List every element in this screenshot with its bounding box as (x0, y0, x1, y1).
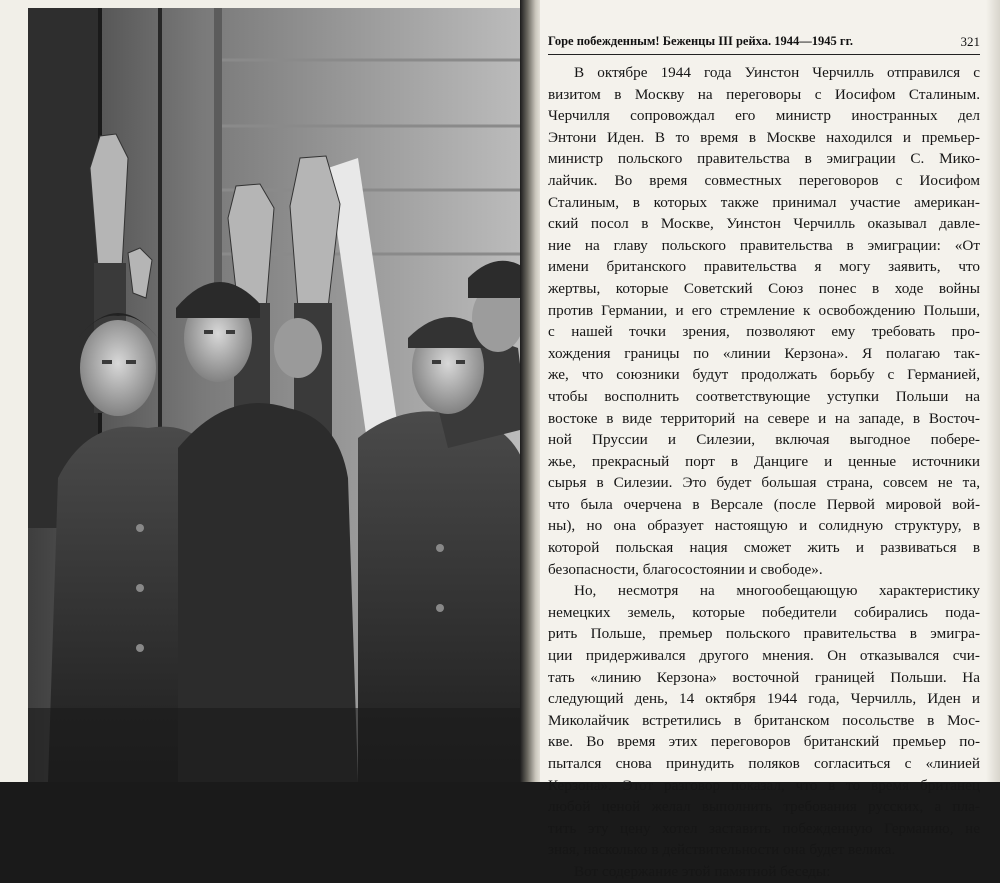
text-line: безопасности, благосостоянии и свободе». (548, 560, 823, 578)
text-line: Вот содержание этой памятной беседы: (574, 862, 831, 880)
text-line: любой ценой желал выполнить требования русских, а пла- (548, 798, 980, 816)
text-line: немецких земель, которые победители собирались пода- (548, 603, 980, 621)
text-line: против Германии, и его стремление к освобождению Польши, (548, 301, 980, 319)
text-line: пытался снова принудить поляков согласиться с «линией (548, 755, 980, 772)
text-line: зная, насколько в действительности она будет велика. (548, 841, 896, 859)
text-line: тить эту цену хотел заставить побежденную Германию, не (548, 819, 980, 837)
book-gutter (520, 0, 542, 782)
text-line: визитом в Москву на переговоры с Иосифом Сталиным. (548, 85, 980, 103)
text-line: кве. Во время этих переговоров британский премьер по- (548, 733, 980, 751)
text-line: тать «линию Керзона» восточной границей Польши. На (548, 668, 980, 686)
text-line: Но, несмотря на многообещающую характеристику (574, 582, 980, 600)
running-head (548, 34, 980, 55)
right-page (540, 0, 1000, 880)
photo-surrendering-soldiers-icon (28, 8, 528, 782)
photograph (28, 8, 528, 782)
text-line: Миколайчик встретились в британском посольстве в Мос- (548, 711, 980, 729)
body-text (548, 62, 980, 883)
text-line: чтобы восполнить соответствующие уступки Польши на (548, 387, 980, 405)
text-line: ние на главу польского правительства в эмиграции: «От (548, 236, 980, 254)
text-line: востоке в виде территорий на севере и на западе, в Восточ- (548, 409, 980, 427)
text-line: которой польская нация сможет жить и развиваться в (548, 539, 980, 557)
text-line: Энтони Иден. В то время в Москве находился и премьер- (548, 128, 980, 146)
text-line: следующий день, 14 октября 1944 года, Черчилль, Иден и (548, 690, 980, 708)
text-line: Керзона». Этот разговор показал, что в то время британец (548, 776, 980, 794)
text-line: сырья в Силезии. Это будет большая страна, совсем не та, (548, 474, 980, 492)
text-line: с нашей точки зрения, позволяют ему требовать про- (548, 323, 980, 341)
text-line: хождения границы по «линии Керзона». Я полагаю так- (548, 344, 980, 362)
left-page (0, 0, 528, 782)
text-line: ский посол в Москве, Уинстон Черчилль оказывал давле- (548, 215, 980, 233)
text-line: рить Польше, премьер польского правительства в эмигра- (548, 625, 980, 643)
text-line: ции придерживался другого мнения. Он отказывался счи- (548, 647, 980, 665)
text-line: Черчилля сопровождал его министр иностранных дел (548, 107, 980, 125)
text-line: же, что союзники будут продолжать борьбу с Германией, (548, 366, 980, 384)
text-line: ны), но она образует настоящую и солидную структуру, в (548, 517, 980, 535)
page-number: 321 (960, 34, 980, 49)
text-line: ной Пруссии и Силезии, включая выгодное побере- (548, 431, 980, 449)
text-line: В октябре 1944 года Уинстон Черчилль отправился с (574, 64, 980, 81)
text-line: что была очерчена в Версале (после Первой мировой вой- (548, 495, 980, 513)
text-line: имени британского правительства я могу заявить, что (548, 258, 980, 276)
text-line: министр польского правительства в эмиграции С. Мико- (548, 150, 980, 168)
text-line: лайчик. Во время совместных переговоров с Иосифом (548, 171, 980, 189)
running-head-title: Горе побежденным! Беженцы III рейха. 1944—1945 гг. (548, 34, 853, 48)
text-line: жертвы, которые Советский Союз понес в ходе войны (548, 279, 980, 297)
text-line: жье, прекрасный порт в Данциге и ценные источники (548, 452, 980, 470)
text-line: Сталиным, в которых также принимал участие американ- (548, 193, 980, 211)
